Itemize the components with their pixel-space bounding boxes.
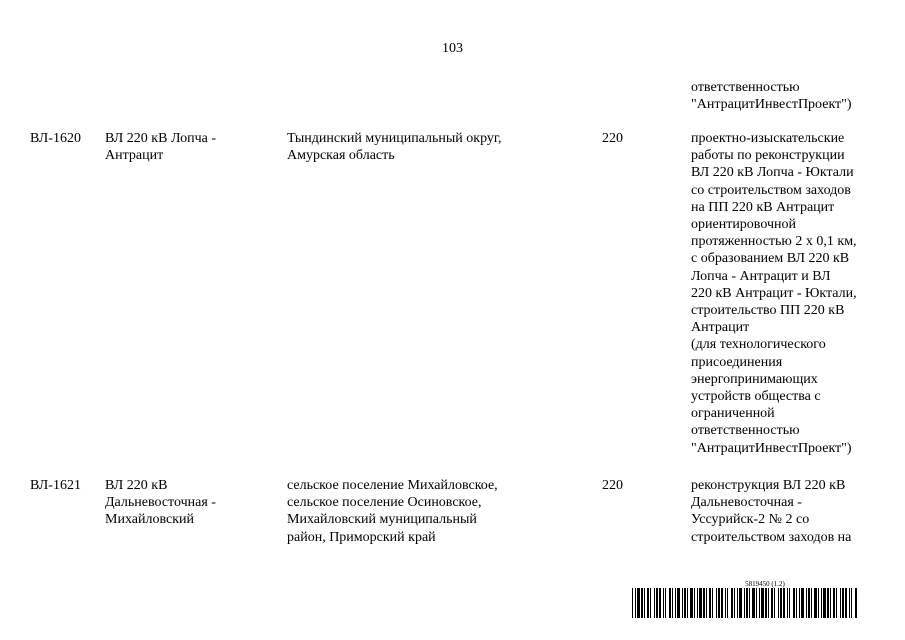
row-code: ВЛ-1620 [30, 131, 81, 146]
row-voltage: 220 [602, 131, 623, 146]
barcode-bar [756, 588, 757, 618]
barcode [632, 580, 858, 618]
barcode-bar [849, 588, 850, 618]
barcode-bar [801, 588, 804, 618]
barcode-bar [690, 588, 693, 618]
barcode-bar [709, 588, 711, 618]
row-location: Тындинский муниципальный округ, Амурская область [287, 131, 502, 164]
barcode-bar [851, 588, 852, 618]
barcode-bar [677, 588, 680, 618]
barcode-bar [721, 588, 723, 618]
barcode-bar [694, 588, 695, 618]
barcode-bar [808, 588, 810, 618]
barcode-bar [669, 588, 671, 618]
barcode-bar [682, 588, 683, 618]
barcode-bar [727, 588, 728, 618]
barcode-bar [716, 588, 717, 618]
barcode-bar [823, 588, 826, 618]
barcode-bar [827, 588, 829, 618]
barcode-bar [845, 588, 847, 618]
barcode-bar [737, 588, 738, 618]
barcode-bar [734, 588, 735, 618]
barcode-image [632, 588, 858, 618]
barcode-bar [780, 588, 782, 618]
barcode-bar [774, 588, 775, 618]
barcode-bar [818, 588, 819, 618]
barcode-bar [746, 588, 748, 618]
barcode-bar [687, 588, 688, 618]
barcode-bar [663, 588, 664, 618]
barcode-bar [783, 588, 785, 618]
barcode-bar [840, 588, 841, 618]
row-notes: реконструкция ВЛ 220 кВ Дальневосточная - Уссурийск-2 № 2 со строительством заходов на [691, 478, 852, 545]
barcode-bar [749, 588, 750, 618]
barcode-bar [637, 588, 640, 618]
row-code: ВЛ-1621 [30, 478, 81, 493]
barcode-bar [814, 588, 817, 618]
barcode-bar [635, 588, 636, 618]
barcode-bar [796, 588, 797, 618]
barcode-bar [855, 588, 857, 618]
barcode-bar [836, 588, 837, 618]
barcode-bar [712, 588, 713, 618]
barcode-bar [672, 588, 673, 618]
barcode-bar [647, 588, 649, 618]
barcode-bar [768, 588, 769, 618]
barcode-bar [725, 588, 726, 618]
barcode-bar [650, 588, 651, 618]
barcode-bar [656, 588, 658, 618]
barcode-bar [793, 588, 795, 618]
barcode-bar [675, 588, 676, 618]
barcode-bar [842, 588, 844, 618]
barcode-bar [684, 588, 686, 618]
barcode-bar [731, 588, 733, 618]
barcode-bar [806, 588, 807, 618]
row-name: ВЛ 220 кВ Лопча - Антрацит [105, 131, 216, 164]
barcode-bar [744, 588, 745, 618]
row-location: сельское поселение Михайловское, сельское поселение Осиновское, Михайловский муниципальный район, Приморский край [287, 478, 498, 545]
barcode-bar [811, 588, 812, 618]
barcode-bar [739, 588, 742, 618]
barcode-bar [830, 588, 831, 618]
continued-notes: ответственностью "АнтрацитИнвестПроект") [691, 80, 852, 113]
barcode-bar [706, 588, 707, 618]
barcode-bar [787, 588, 788, 618]
barcode-bar [778, 588, 779, 618]
barcode-bar [641, 588, 643, 618]
barcode-bar [697, 588, 698, 618]
barcode-bar [761, 588, 764, 618]
barcode-bar [759, 588, 760, 618]
row-notes: проектно-изыскательские работы по реконструкции ВЛ 220 кВ Лопча - Юктали со строительством заходов на ПП 220 кВ Антрацит ориентировочной протяженностью 2 х 0,1 км, с образованием ВЛ 220 кВ Лопча - Антрацит и ВЛ 220 кВ Антрацит - Юктали, строительство ПП 220 кВ Антрацит (для технологического присоединения энергопринимающих устройств общества с ограниченной ответственностью "АнтрацитИнвестПроект") [691, 131, 857, 456]
page-number: 103 [442, 41, 463, 56]
barcode-bar [654, 588, 655, 618]
row-name: ВЛ 220 кВ Дальневосточная - Михайловский [105, 478, 216, 528]
barcode-bar [833, 588, 835, 618]
barcode-label: 5819450 (1.2) [745, 580, 785, 588]
barcode-bar [665, 588, 666, 618]
barcode-bar [632, 588, 633, 618]
row-voltage: 220 [602, 478, 623, 493]
barcode-bar [821, 588, 822, 618]
barcode-bar [644, 588, 645, 618]
barcode-bar [699, 588, 702, 618]
barcode-bar [752, 588, 755, 618]
barcode-bar [703, 588, 705, 618]
barcode-bar [771, 588, 773, 618]
barcode-bar [659, 588, 661, 618]
barcode-bar [789, 588, 790, 618]
barcode-bar [799, 588, 800, 618]
barcode-bar [718, 588, 720, 618]
barcode-bar [765, 588, 767, 618]
